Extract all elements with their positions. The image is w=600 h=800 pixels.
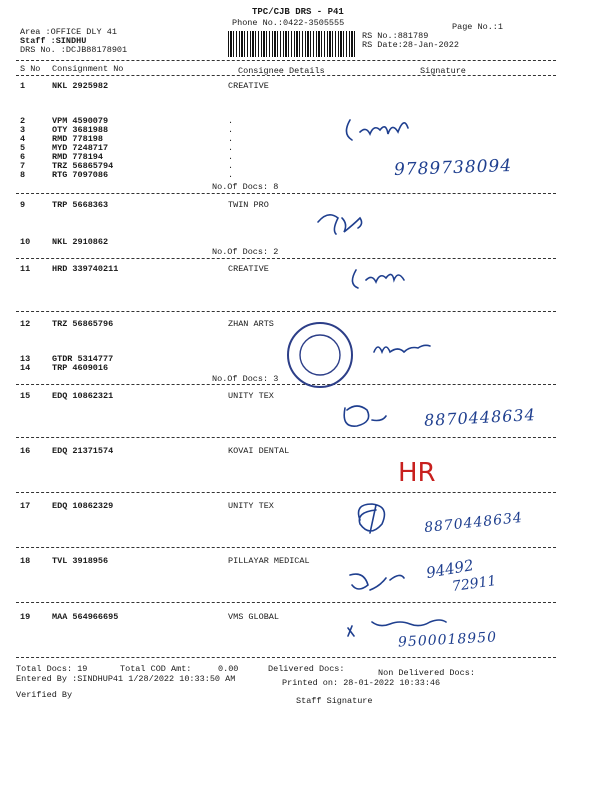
staff-label: Staff :SINDHU [20,36,87,46]
row-details: . [228,143,234,153]
row-sno: 16 [20,446,31,456]
handwritten-phone: 9500018950 [397,629,498,651]
total-docs: Total Docs: 19 [16,664,88,674]
row-details: UNITY TEX [228,391,274,401]
row-sno: 6 [20,152,26,162]
staff-signature: Staff Signature [296,696,373,706]
row-consignment: NKL 2910862 [52,237,109,247]
row-consignment: GTDR 5314777 [52,354,114,364]
row-details: CREATIVE [228,81,269,91]
signature-scribble [344,406,386,426]
row-sno: 3 [20,125,26,135]
delivered-docs: Delivered Docs: [268,664,345,674]
row-details: . [228,170,234,180]
row-details: ZHAN ARTS [228,319,274,329]
row-sno: 14 [20,363,31,373]
row-consignment: RMD 778194 [52,152,104,162]
col-signature: Signature [420,66,466,76]
drs-number: DRS No. :DCJB88178901 [20,45,128,55]
docs-count: No.Of Docs: 2 [212,247,279,257]
entered-by: Entered By :SINDHUP41 1/28/2022 10:33:50 AM [16,674,236,684]
row-consignment: HRD 339740211 [52,264,119,274]
verified-by: Verified By [16,690,73,700]
row-consignment: TRP 5668363 [52,200,109,210]
total-cod-label: Total COD Amt: [120,664,192,674]
row-consignment: TRP 4609016 [52,363,109,373]
row-sno: 19 [20,612,31,622]
row-consignment: TRZ 56865794 [52,161,114,171]
row-details: . [228,161,234,171]
row-consignment: RMD 778198 [52,134,104,144]
row-details: . [228,116,234,126]
row-details: . [228,125,234,135]
row-consignment: TVL 3918956 [52,556,109,566]
signature-scribble [346,120,408,140]
docs-count: No.Of Docs: 3 [212,374,279,384]
col-consignment: Consignment No [52,64,124,74]
docs-count: No.Of Docs: 8 [212,182,279,192]
row-consignment: VPM 4590079 [52,116,109,126]
col-sno: S No [20,64,41,74]
row-details: CREATIVE [228,264,269,274]
row-consignment: EDQ 10862321 [52,391,114,401]
signature-scribble [350,574,404,590]
row-sno: 18 [20,556,31,566]
row-consignment: OTY 3681988 [52,125,109,135]
row-consignment: EDQ 10862329 [52,501,114,511]
row-details: KOVAI DENTAL [228,446,290,456]
row-sno: 12 [20,319,31,329]
row-details: . [228,134,234,144]
row-sno: 7 [20,161,26,171]
non-delivered-docs: Non Delivered Docs: [378,668,475,678]
row-sno: 13 [20,354,31,364]
handwritten-phone: 94492 [424,555,475,583]
handwritten-phone: 9789738094 [393,155,513,181]
row-consignment: TRZ 56865796 [52,319,114,329]
row-sno: 2 [20,116,26,126]
row-sno: 8 [20,170,26,180]
page-number: Page No.:1 [452,22,504,32]
signature-scribble [318,215,362,234]
row-sno: 11 [20,264,31,274]
handwritten-phone: 8870448634 [423,405,537,430]
handwritten-phone: 8870448634 [423,509,524,537]
signature-scribble [352,270,404,288]
handwritten-hr: HR [398,458,436,488]
row-consignment: MYD 7248717 [52,143,109,153]
rs-number: RS No.:881789 [362,31,429,41]
row-sno: 5 [20,143,26,153]
total-cod-value: 0.00 [218,664,239,674]
row-consignment: RTG 7097086 [52,170,109,180]
row-sno: 17 [20,501,31,511]
printed-on: Printed on: 28-01-2022 10:33:46 [282,678,441,688]
signature-scribble [359,504,385,533]
row-consignment: EDQ 21371574 [52,446,114,456]
row-sno: 4 [20,134,26,144]
row-details: UNITY TEX [228,501,274,511]
area-label: Area :OFFICE DLY 41 [20,27,117,37]
row-consignment: NKL 2925982 [52,81,109,91]
phone-number: Phone No.:0422-3505555 [232,18,345,28]
row-sno: 9 [20,200,26,210]
document-title: TPC/CJB DRS - P41 [252,7,344,17]
handwritten-phone: 72911 [451,572,498,596]
row-sno: 15 [20,391,31,401]
row-details: VMS GLOBAL [228,612,280,622]
row-consignment: MAA 564966695 [52,612,119,622]
row-details: . [228,152,234,162]
row-details: TWIN PRO [228,200,269,210]
row-details: PILLAYAR MEDICAL [228,556,310,566]
signature-scribble [374,345,430,352]
stamp-seal [288,323,352,387]
row-sno: 10 [20,237,31,247]
col-details: Consignee Details [238,66,325,76]
rs-date: RS Date:28-Jan-2022 [362,40,459,50]
row-sno: 1 [20,81,26,91]
